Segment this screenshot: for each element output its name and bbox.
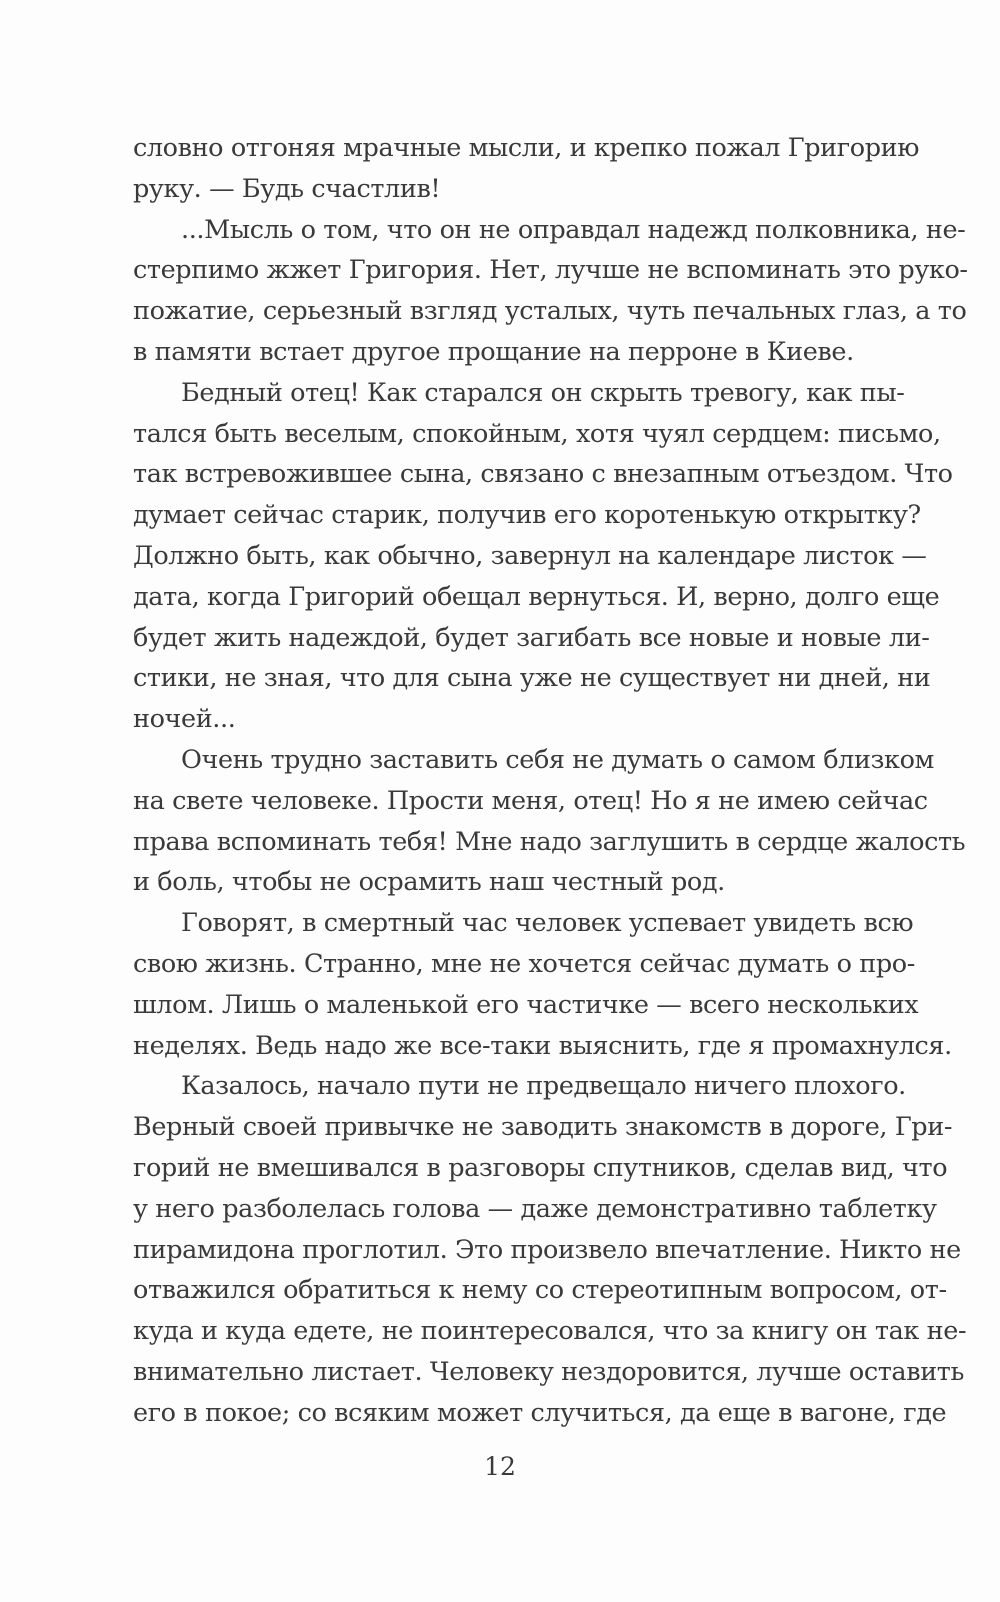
text-line: ночей...: [133, 704, 236, 735]
text-line: стики, не зная, что для сына уже не существует ни дней, ни: [133, 663, 931, 694]
text-line: отважился обратиться к нему со стереотипным вопросом, от-: [133, 1275, 947, 1306]
text-line: словно отгоняя мрачные мысли, и крепко пожал Григорию: [133, 133, 920, 163]
text-line: Верный своей привычке не заводить знакомств в дороге, Гри-: [133, 1112, 953, 1143]
text-line: руку. — Будь счастлив!: [133, 173, 441, 204]
text-line: так встревожившее сына, связано с внезапным отъездом. Что: [133, 459, 953, 490]
text-line: свою жизнь. Странно, мне не хочется сейчас думать о про-: [133, 948, 915, 979]
page-number: 12: [484, 1452, 516, 1481]
text-line: дата, когда Григорий обещал вернуться. И, верно, долго еще: [133, 581, 940, 612]
text-line: будет жить надеждой, будет загибать все новые и новые ли-: [133, 622, 930, 653]
text-line: шлом. Лишь о маленькой его частичке — всего нескольких: [133, 989, 919, 1020]
body-text: [133, 128, 968, 1434]
text-line: Должно быть, как обычно, завернул на календаре листок —: [133, 540, 927, 571]
text-line: ...Мысль о том, что он не оправдал надежд полковника, не-: [181, 214, 966, 245]
text-line: внимательно листает. Человеку нездоровится, лучше оставить: [133, 1356, 964, 1387]
text-line: горий не вмешивался в разговоры спутников, сделав вид, что: [133, 1152, 948, 1183]
text-line: неделях. Ведь надо же все-таки выяснить, где я промахнулся.: [133, 1030, 952, 1061]
text-line: Очень трудно заставить себя не думать о самом близком: [181, 744, 934, 775]
text-line: пирамидона проглотил. Это произвело впечатление. Никто не: [133, 1234, 961, 1265]
text-line: стерпимо жжет Григория. Нет, лучше не вспоминать это руко-: [133, 255, 968, 286]
text-line: на свете человеке. Прости меня, отец! Но я не имею сейчас: [133, 785, 928, 816]
text-line: думает сейчас старик, получив его коротенькую открытку?: [133, 500, 921, 531]
text-line: в памяти встает другое прощание на перроне в Киеве.: [133, 336, 854, 367]
text-line: его в покое; со всяким может случиться, да еще в вагоне, где: [133, 1397, 947, 1428]
text-line: и боль, чтобы не осрамить наш честный род.: [133, 867, 725, 898]
text-line: пожатие, серьезный взгляд усталых, чуть печальных глаз, а то: [133, 296, 967, 327]
text-line: права вспоминать тебя! Мне надо заглушить в сердце жалость: [133, 826, 966, 857]
text-line: Говорят, в смертный час человек успевает увидеть всю: [181, 908, 914, 939]
text-line: Бедный отец! Как старался он скрыть тревогу, как пы-: [181, 377, 905, 408]
text-line: тался быть веселым, спокойным, хотя чуял сердцем: письмо,: [133, 418, 941, 449]
text-line: Казалось, начало пути не предвещало ничего плохого.: [181, 1071, 906, 1102]
text-line: у него разболелась голова — даже демонстративно таблетку: [133, 1193, 937, 1224]
text-line: куда и куда едете, не поинтересовался, что за книгу он так не-: [133, 1316, 967, 1347]
